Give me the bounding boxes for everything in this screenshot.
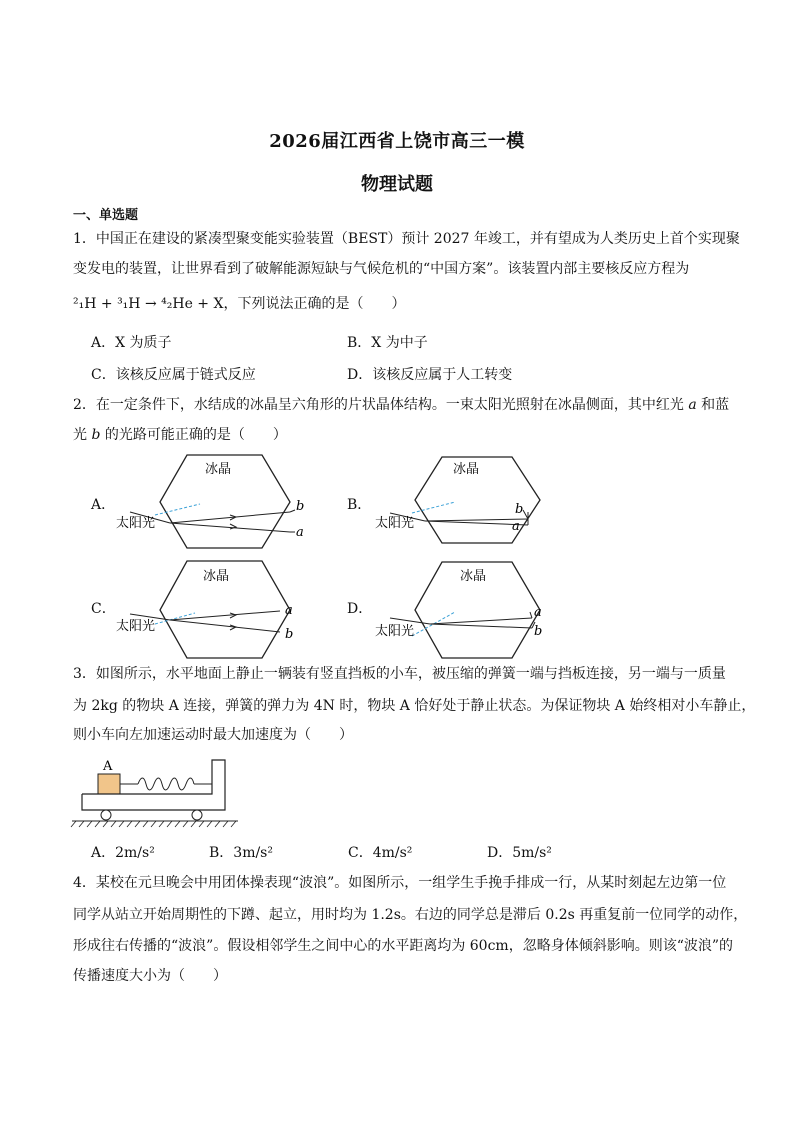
ice-crystal-diagram-c <box>110 558 330 666</box>
ice-crystal-diagram-b <box>370 455 570 555</box>
q3-line1: 3．如图所示，水平地面上静止一辆装有竖直挡板的小车，被压缩的弹簧一端与挡板连接，另一端与一质量 <box>73 666 726 682</box>
q2-option-b[interactable]: B． <box>347 497 372 513</box>
q1-equation: ²₁H + ³₁H → ⁴₂He + X <box>73 296 224 312</box>
ray-a-label: a <box>512 519 520 534</box>
q3-option-d[interactable]: D．5m/s² <box>487 845 552 861</box>
cart-spring-diagram <box>70 752 240 832</box>
q4-line1: 4．某校在元旦晚会中用团体操表现“波浪”。如图所示，一组学生手挽手排成一行，从某时刻起左边第一位 <box>73 875 727 891</box>
q2-option-d[interactable]: D． <box>347 601 373 617</box>
sunlight-label: 太阳光 <box>375 516 415 531</box>
q2-option-a[interactable]: A． <box>91 497 116 513</box>
sunlight-label: 太阳光 <box>116 619 156 634</box>
q4-line4: 传播速度大小为（ ） <box>73 968 227 984</box>
ray-b-label: b <box>515 502 524 517</box>
q2-line1: 2．在一定条件下，水结成的冰晶呈六角形的片状晶体结构。一束太阳光照射在冰晶侧面，其中红光 a 和蓝 <box>73 397 730 413</box>
q1-option-d[interactable]: D．该核反应属于人工转变 <box>347 367 513 383</box>
sunlight-label: 太阳光 <box>375 624 415 639</box>
ice-crystal-diagram-d <box>370 560 570 668</box>
q1-line2: 变发电的装置，让世界看到了破解能源短缺与气候危机的“中国方案”。该装置内部主要核反应方程为 <box>73 261 690 277</box>
q3-option-a[interactable]: A．2m/s² <box>91 845 155 861</box>
q4-line3: 形成往右传播的“波浪”。假设相邻学生之间中心的水平距离均为 60cm，忽略身体倾斜影响。则该“波浪”的 <box>73 938 734 954</box>
q3-option-c[interactable]: C．4m/s² <box>348 845 413 861</box>
ray-a-label: a <box>285 603 293 618</box>
crystal-label: 冰晶 <box>203 569 230 584</box>
sunlight-label: 太阳光 <box>116 516 156 531</box>
crystal-label: 冰晶 <box>453 462 480 477</box>
exam-subtitle: 物理试题 <box>361 174 433 195</box>
ray-a-label: a <box>296 525 304 540</box>
q4-line2: 同学从站立开始周期性的下蹲、起立，用时均为 1.2s。右边的同学总是滞后 0.2s 再重复前一位同学的动作， <box>73 907 748 923</box>
q1-stem-tail: ，下列说法正确的是（ ） <box>223 296 406 312</box>
q2-line2: 光 b 的光路可能正确的是（ ） <box>73 427 287 443</box>
ray-a-label: a <box>534 605 542 620</box>
q1-line1: 1．中国正在建设的紧凑型聚变能实验装置（BEST）预计 2027 年竣工，并有望成为人类历史上首个实现聚 <box>73 231 740 247</box>
q3-line3: 则小车向左加速运动时最大加速度为（ ） <box>73 727 353 743</box>
q3-option-b[interactable]: B．3m/s² <box>209 845 273 861</box>
q3-line2: 为 2kg 的物块 A 连接，弹簧的弹力为 4N 时，物块 A 恰好处于静止状态。为保证物块 A 始终相对小车静止， <box>73 698 756 714</box>
ray-b-label: b <box>534 624 543 639</box>
q1-option-c[interactable]: C．该核反应属于链式反应 <box>91 367 256 383</box>
block-a-label: A <box>103 759 113 774</box>
q1-option-b[interactable]: B．X 为中子 <box>347 335 428 351</box>
q1-line3 <box>73 294 723 314</box>
section-heading: 一、单选题 <box>73 208 139 223</box>
exam-title: 2026届江西省上饶市高三一模 <box>269 131 525 152</box>
crystal-label: 冰晶 <box>460 569 487 584</box>
ray-b-label: b <box>296 499 305 514</box>
ray-b-label: b <box>285 627 294 642</box>
crystal-label: 冰晶 <box>205 462 232 477</box>
ice-crystal-diagram-a <box>110 450 330 555</box>
q1-option-a[interactable]: A．X 为质子 <box>91 335 172 351</box>
q2-option-c[interactable]: C． <box>91 601 116 617</box>
